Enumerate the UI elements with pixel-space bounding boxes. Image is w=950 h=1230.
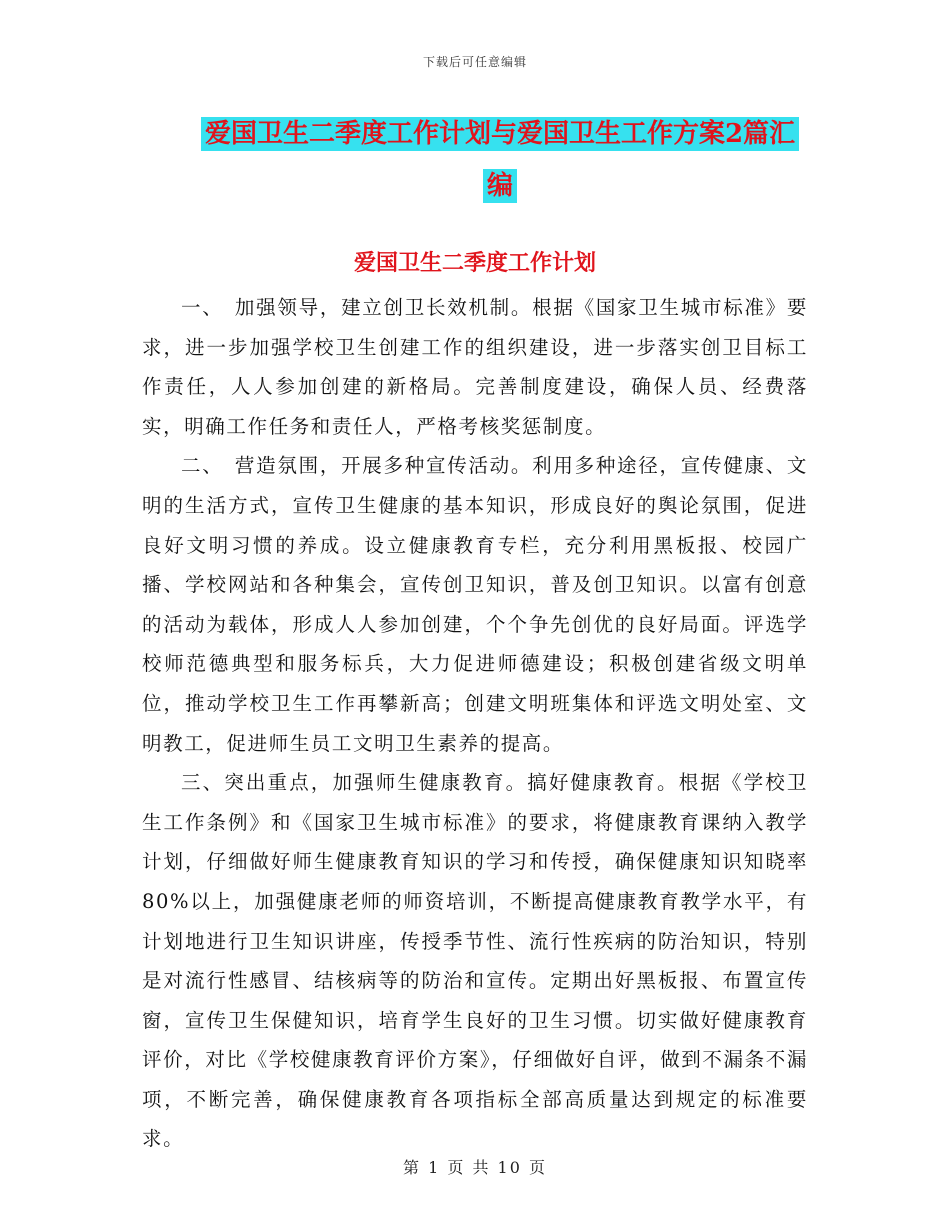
document-title-line-1: 爱国卫生二季度工作计划与爱国卫生工作方案2篇汇 [201,117,799,151]
document-title [190,108,810,212]
document-title-line-2: 编 [483,169,517,203]
paragraph-3: 三、突出重点，加强师生健康教育。搞好健康教育。根据《学校卫生工作条例》和《国家卫生城市标准》的要求，将健康教育课纳入教学计划，仔细做好师生健康教育知识的学习和传授，确保健康知识知晓率80%以上，加强健康老师的师资培训，不断提高健康教育教学水平，有计划地进行卫生知识讲座，传授季节性、流行性疾病的防治知识，特别是对流行性感冒、结核病等的防治和宣传。定期出好黑板报、布置宣传窗，宣传卫生保健知识，培育学生良好的卫生习惯。切实做好健康教育评价，对比《学校健康教育评价方案》，仔细做好自评，做到不漏条不漏项，不断完善，确保健康教育各项指标全部高质量达到规定的标准要求。 [142,771,808,1151]
page-header-note: 下载后可任意编辑 [422,55,527,69]
paragraph-2: 二、 营造氛围，开展多种宣传活动。利用多种途径，宣传健康、文明的生活方式，宣传卫生健康的基本知识，形成良好的舆论氛围，促进良好文明习惯的养成。设立健康教育专栏，充分利用黑板报、校园广播、学校网站和各种集会，宣传创卫知识，普及创卫知识。以富有创意的活动为载体，形成人人参加创建，个个争先创优的良好局面。评选学校师范德典型和服务标兵，大力促进师德建设；积极创建省级文明单位，推动学校卫生工作再攀新高；创建文明班集体和评选文明处室、文明教工，促进师生员工文明卫生素养的提高。 [142,454,808,755]
document-body [142,288,808,1159]
paragraph-1: 一、 加强领导，建立创卫长效机制。根据《国家卫生城市标准》要求，进一步加强学校卫生创建工作的组织建设，进一步落实创卫目标工作责任，人人参加创建的新格局。完善制度建设，确保人员、经费落实，明确工作任务和责任人，严格考核奖惩制度。 [142,296,808,438]
page-number: 第 1 页 共 10 页 [403,1158,547,1177]
section-title: 爱国卫生二季度工作计划 [353,250,596,276]
